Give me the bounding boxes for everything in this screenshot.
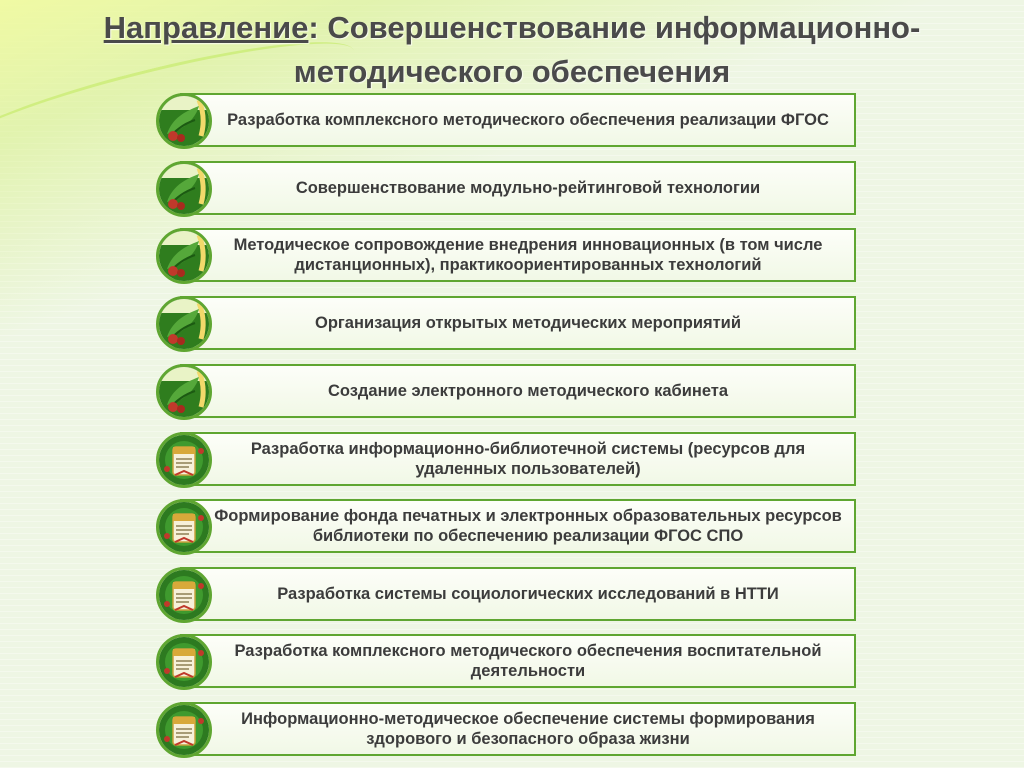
list-item (156, 228, 856, 282)
item-text: Разработка комплексного методического обеспечения реализации ФГОС (180, 93, 856, 147)
slide-title (20, 6, 1004, 94)
item-text: Организация открытых методических мероприятий (180, 296, 856, 350)
ntti-emblem-icon (156, 499, 212, 555)
item-text: Методическое сопровождение внедрения инновационных (в том числе дистанционных), практикоориентированных технологий (180, 228, 856, 282)
item-text: Совершенствование модульно-рейтинговой технологии (180, 161, 856, 215)
item-text: Разработка информационно-библиотечной системы (ресурсов для удаленных пользователей) (180, 432, 856, 486)
list-item (156, 702, 856, 756)
leaf-emblem-icon (156, 228, 212, 284)
list-item (156, 634, 856, 688)
title-rest: Совершенствование информационно- (318, 10, 921, 45)
item-text: Формирование фонда печатных и электронных образовательных ресурсов библиотеки по обеспечению реализации ФГОС СПО (180, 499, 856, 553)
list-item (156, 499, 856, 553)
title-colon: : (308, 10, 319, 45)
list-item (156, 432, 856, 486)
title-line2: методического обеспечения (293, 54, 731, 89)
leaf-emblem-icon (156, 296, 212, 352)
ntti-emblem-icon (156, 634, 212, 690)
list-item (156, 567, 856, 621)
item-text: Разработка системы социологических исследований в НТТИ (180, 567, 856, 621)
item-text: Информационно-методическое обеспечение системы формирования здорового и безопасного образа жизни (180, 702, 856, 756)
leaf-emblem-icon (156, 364, 212, 420)
list-item (156, 364, 856, 418)
list-item (156, 161, 856, 215)
ntti-emblem-icon (156, 432, 212, 488)
leaf-emblem-icon (156, 93, 212, 149)
item-text: Создание электронного методического кабинета (180, 364, 856, 418)
list-item (156, 296, 856, 350)
leaf-emblem-icon (156, 161, 212, 217)
list-item (156, 93, 856, 147)
ntti-emblem-icon (156, 567, 212, 623)
item-text: Разработка комплексного методического обеспечения воспитательной деятельности (180, 634, 856, 688)
ntti-emblem-icon (156, 702, 212, 758)
title-lead: Направление (103, 10, 309, 45)
